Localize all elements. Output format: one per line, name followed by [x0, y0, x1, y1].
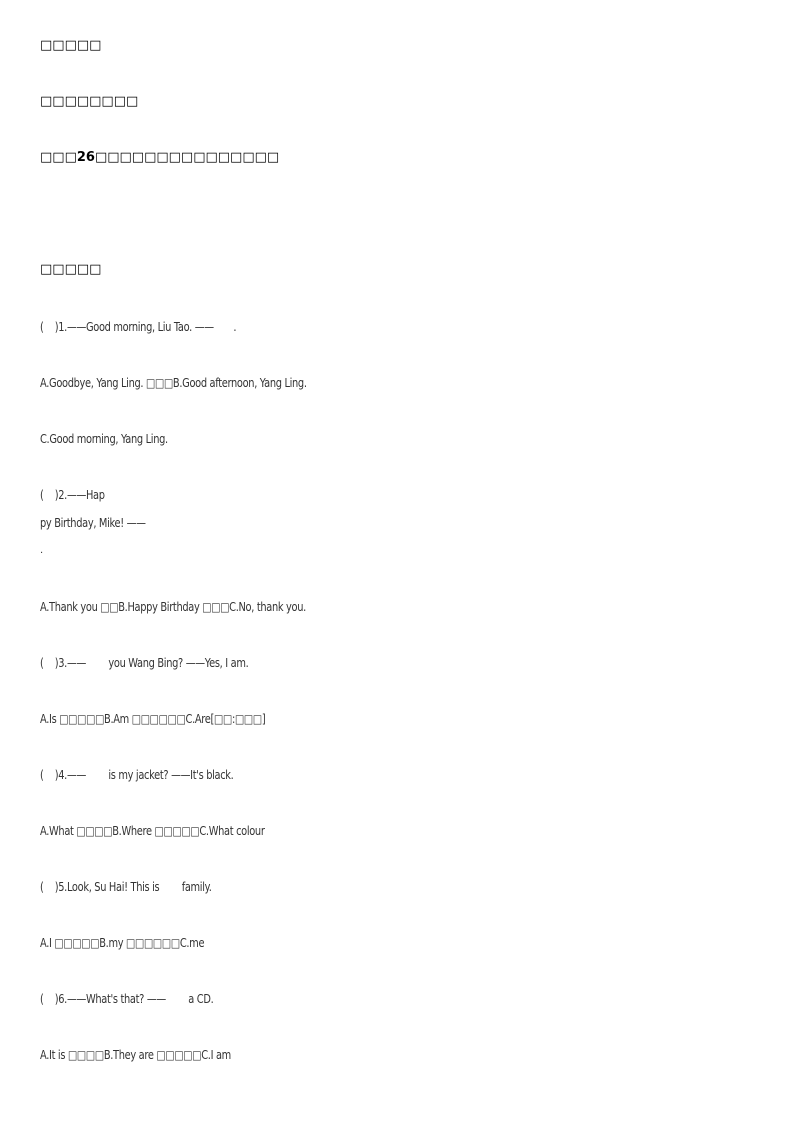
- question-5-options: A.I □□□□□B.my □□□□□□C.me: [40, 936, 205, 950]
- question-2-part-2: py Birthday, Mike! ——: [40, 516, 146, 530]
- question-5: ( )5.Look, Su Hai! This is family.: [40, 880, 212, 894]
- question-3-options: A.Is □□□□□B.Am □□□□□□C.Are[□□:□□□]: [40, 712, 266, 726]
- question-4: ( )4.—— is my jacket? ——It's black.: [40, 768, 234, 782]
- question-1-options-ab: A.Goodbye, Yang Ling. □□□B.Good afternoon, Yang Ling.: [40, 376, 307, 390]
- question-2-options: A.Thank you □□B.Happy Birthday □□□C.No, thank you.: [40, 600, 306, 614]
- header-line-1: □□□□□: [40, 38, 102, 53]
- question-4-options: A.What □□□□B.Where □□□□□C.What colour: [40, 824, 265, 838]
- question-1-option-c: C.Good morning, Yang Ling.: [40, 432, 168, 446]
- question-1: ( )1.——Good morning, Liu Tao. —— .: [40, 320, 237, 334]
- question-2-part-1: ( )2.——Hap: [40, 488, 105, 502]
- question-6: ( )6.——What's that? —— a CD.: [40, 992, 214, 1006]
- header-line-3: □□□26□□□□□□□□□□□□□□□: [40, 150, 280, 165]
- question-3: ( )3.—— you Wang Bing? ——Yes, I am.: [40, 656, 249, 670]
- section-title: □□□□□: [40, 262, 102, 277]
- question-6-options: A.It is □□□□B.They are □□□□□C.I am: [40, 1048, 231, 1062]
- header-line-2: □□□□□□□□: [40, 94, 139, 109]
- question-2-part-3: .: [40, 545, 44, 556]
